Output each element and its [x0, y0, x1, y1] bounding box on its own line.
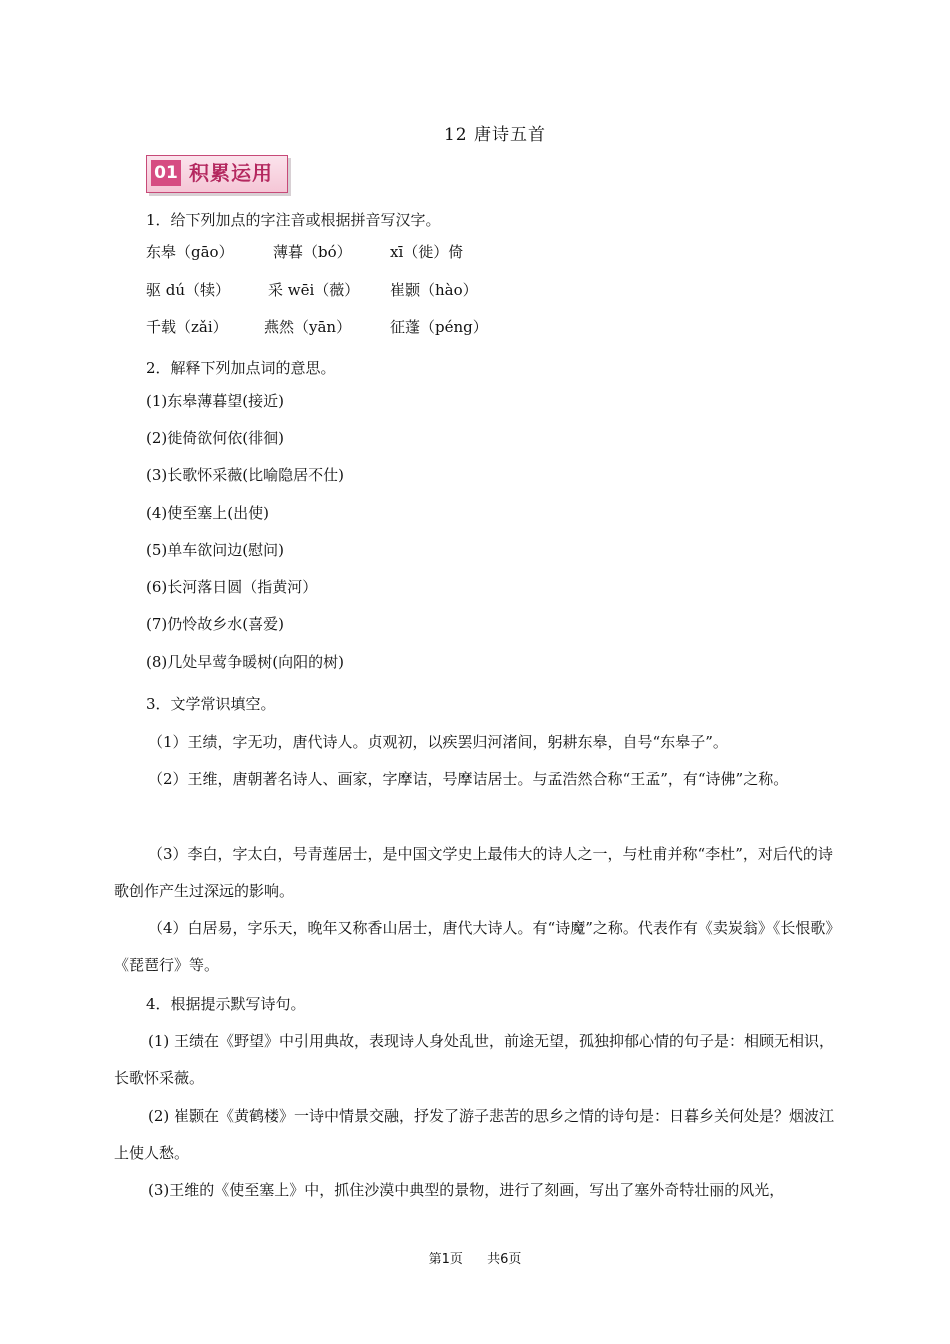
section-number: 01 — [151, 160, 181, 186]
q4-paragraph: (2) 崔颢在《黄鹤楼》一诗中情景交融，抒发了游子悲苦的思乡之情的诗句是：日暮乡关何处是？烟波江上使人愁。 — [114, 1107, 835, 1162]
page-footer — [0, 1248, 950, 1267]
page-number: 第1页 — [428, 1252, 463, 1267]
q2-item: (7)仍怜故乡水(喜爱) — [146, 615, 284, 633]
q1-heading: 1．给下列加点的字注音或根据拼音写汉字。 — [146, 211, 441, 229]
q4-paragraph: (3)王维的《使至塞上》中，抓住沙漠中典型的景物，进行了刻画，写出了塞外奇特壮丽的风光， — [148, 1181, 785, 1199]
q2-item: (3)长歌怀采薇(比喻隐居不仕) — [146, 466, 344, 484]
q2-item: (4)使至塞上(出使) — [146, 504, 269, 522]
page-title: 12 唐诗五首 — [443, 125, 547, 145]
q2-item: (6)长河落日圆（指黄河） — [146, 578, 318, 596]
q3-heading: 3．文学常识填空。 — [146, 695, 276, 713]
q3-paragraph: （2）王维，唐朝著名诗人、画家，字摩诘，号摩诘居士。与孟浩然合称“王孟”，有“诗佛”之称。 — [148, 770, 789, 788]
q3-paragraph: （4）白居易，字乐天，晚年又称香山居士，唐代大诗人。有“诗魔”之称。代表作有《卖炭翁》《长恨歌》《琵琶行》等。 — [114, 919, 833, 974]
q1-item: 崔颢（hào） — [390, 281, 478, 299]
q2-item: (1)东皋薄暮望(接近) — [146, 392, 284, 410]
section-label: 积累运用 — [189, 161, 273, 185]
q2-heading: 2．解释下列加点词的意思。 — [146, 359, 336, 377]
q4-paragraph: (1) 王绩在《野望》中引用典故，表现诗人身处乱世，前途无望，孤独抑郁心情的句子是：相顾无相识，长歌怀采薇。 — [114, 1032, 835, 1087]
q1-item: 采 wēi（薇） — [268, 281, 360, 299]
q1-item: 燕然（yān） — [264, 318, 352, 336]
q1-item: xī（徙）倚 — [390, 243, 464, 261]
q1-item: 东皋（gāo） — [146, 243, 234, 261]
q2-item: (5)单车欲问边(慰问) — [146, 541, 284, 559]
page-total: 共6页 — [487, 1252, 522, 1267]
q1-item: 征蓬（péng） — [390, 318, 488, 336]
q3-paragraph: （1）王绩，字无功，唐代诗人。贞观初，以疾罢归河渚间，躬耕东皋，自号“东皋子”。 — [148, 733, 728, 751]
q1-item: 千载（zǎi） — [146, 318, 228, 336]
q1-item: 驱 dú（犊） — [146, 281, 231, 299]
section-badge — [146, 155, 288, 193]
q3-paragraph: （3）李白，字太白，号青莲居士，是中国文学史上最伟大的诗人之一，与杜甫并称“李杜”，对后代的诗歌创作产生过深远的影响。 — [114, 845, 833, 900]
q4-heading: 4．根据提示默写诗句。 — [146, 995, 306, 1013]
q2-item: (8)几处早莺争暖树(向阳的树) — [146, 653, 344, 671]
q1-item: 薄暮（bó） — [273, 243, 352, 261]
q2-item: (2)徙倚欲何依(徘徊) — [146, 429, 284, 447]
